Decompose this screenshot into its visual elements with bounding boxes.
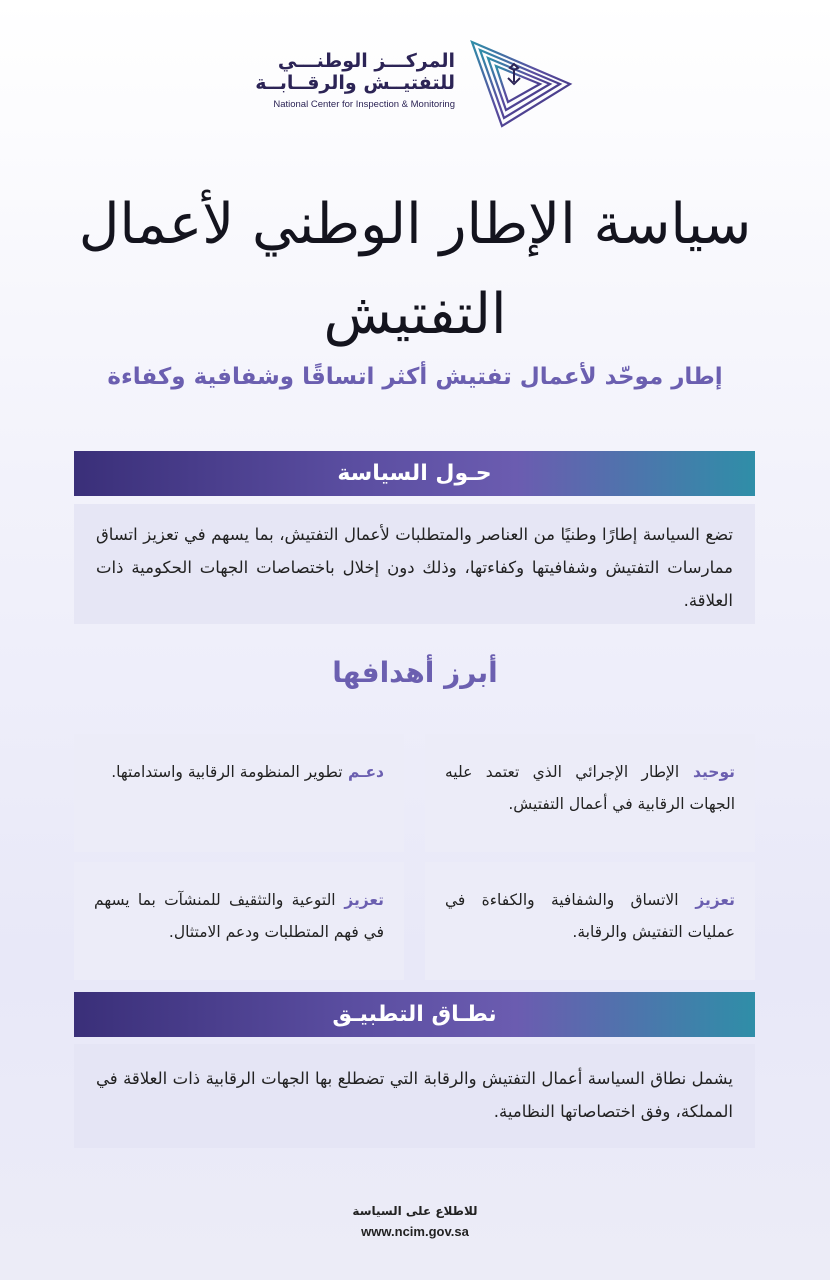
website-link[interactable]: www.ncim.gov.sa [361,1224,469,1239]
about-section-heading: حـول السياسة [74,451,755,496]
goal-text: الإطار الإجرائي الذي تعتمد عليه الجهات الرقابية في أعمال التفتيش. [445,763,735,813]
page-title: سياسة الإطار الوطني لأعمال التفتيش [78,192,752,347]
ncim-emblem-icon [462,38,580,130]
scope-section-heading: نطـاق التطبيـق [74,992,755,1037]
goal-card [425,734,755,852]
logo-text [255,50,455,110]
goal-text: الاتساق والشفافية والكفاءة في عمليات التفتيش والرقابة. [445,891,735,941]
goal-keyword: تعزيز [678,891,735,909]
logo-english-name: National Center for Inspection & Monitoring [273,99,455,110]
ncim-logo [250,38,580,133]
page-subtitle: إطار موحّد لأعمال تفتيش أكثر اتساقًا وشفافية وكفاءة [107,364,723,390]
footer-caption: للاطلاع على السياسة [352,1204,478,1218]
about-section-body: تضع السياسة إطارًا وطنيًا من العناصر والمتطلبات لأعمال التفتيش، بما يسهم في تعزيز اتساق ممارسات التفتيش وشفافيتها وكفاءتها، وذلك دون إخلال باختصاصات الجهات الحكومية ذات العلاقة. [74,504,755,624]
goal-keyword: تعزيز [335,891,384,909]
goal-card [74,734,404,852]
logo-arabic-line2: للتفتيــش والرقــابــة [255,72,455,94]
goal-keyword: دعـم [342,763,384,781]
footer [330,1204,500,1239]
goal-text: التوعية والتثقيف للمنشآت بما يسهم في فهم المتطلبات ودعم الامتثال. [94,891,384,941]
goal-keyword: توحيد [679,763,736,781]
goal-text: تطوير المنظومة الرقابية واستدامتها. [111,763,343,781]
goal-card [74,862,404,980]
scope-section-body: يشمل نطاق السياسة أعمال التفتيش والرقابة التي تضطلع بها الجهات الرقابية ذات العلاقة في المملكة، وفق اختصاصاتها النظامية. [74,1044,755,1148]
goal-card [425,862,755,980]
goals-heading: أبرز أهدافها [332,656,498,689]
logo-arabic-line1: المركـــز الوطنـــي [277,50,455,72]
